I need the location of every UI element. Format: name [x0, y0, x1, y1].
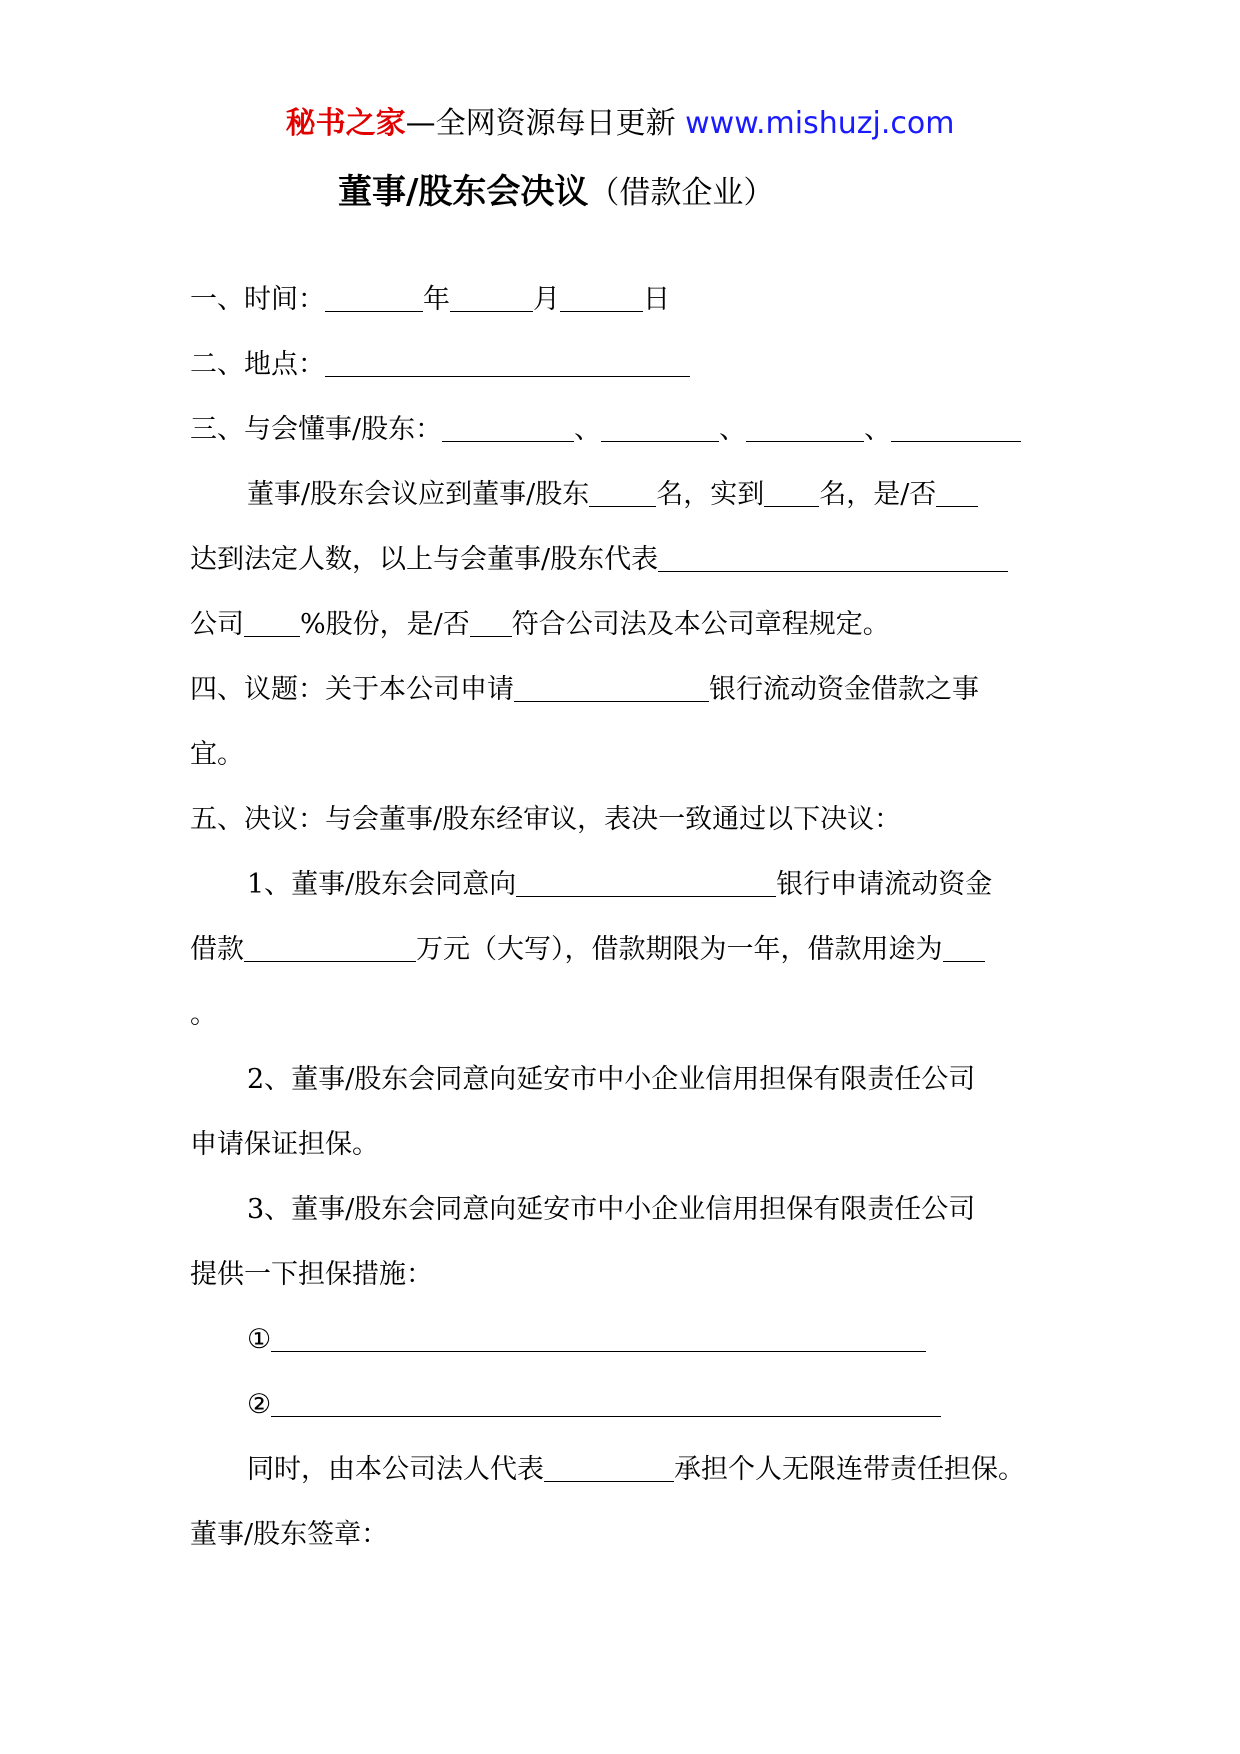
quorum-text-c: 名，是/否	[819, 479, 937, 510]
legal-number-text: 达到法定人数，以上与会董事/股东代表	[190, 544, 659, 575]
guarantee-text-a: 同时，由本公司法人代表	[247, 1454, 544, 1485]
blank-share-percent[interactable]	[244, 606, 300, 637]
blank-legal-rep[interactable]	[544, 1451, 674, 1482]
item1-period: 。	[190, 999, 217, 1030]
separator: 、	[864, 414, 892, 445]
guarantee-text-b: 承担个人无限连带责任担保。	[674, 1454, 1025, 1485]
place-label: 二、地点：	[190, 349, 325, 380]
shares-text-a: 公司	[190, 609, 244, 640]
blank-loan-purpose[interactable]	[943, 931, 985, 962]
blank-measure-1[interactable]	[271, 1321, 926, 1352]
blank-expected-count[interactable]	[589, 476, 656, 507]
blank-attendee-4[interactable]	[891, 411, 1021, 442]
title-sub: （借款企业）	[588, 175, 775, 211]
site-banner	[0, 100, 1240, 148]
separator: 、	[719, 414, 747, 445]
line-legal-number	[190, 540, 1080, 580]
line-shares	[190, 605, 1080, 645]
year-label: 年	[423, 284, 450, 315]
topic-text-b: 银行流动资金借款之事	[709, 674, 979, 705]
line-item-1-end	[190, 995, 1080, 1035]
line-item-3-cont	[190, 1255, 1080, 1295]
blank-attendee-2[interactable]	[601, 411, 719, 442]
blank-year[interactable]	[325, 281, 423, 312]
line-resolution	[190, 800, 1080, 840]
banner-brand: 秘书之家	[285, 106, 406, 141]
loan-text-b: 万元（大写），借款期限为一年，借款用途为	[416, 934, 943, 965]
item3-text-cont: 提供一下担保措施：	[190, 1259, 433, 1290]
line-item-2-cont	[190, 1125, 1080, 1165]
item2-text: 2、董事/股东会同意向延安市中小企业信用担保有限责任公司	[247, 1064, 976, 1095]
blank-yes-no-1[interactable]	[936, 476, 978, 507]
shares-text-b: %股份，是/否	[300, 609, 470, 640]
line-signature	[190, 1515, 1080, 1555]
blank-actual-count[interactable]	[764, 476, 819, 507]
line-measure-2	[247, 1385, 1137, 1425]
day-label: 日	[643, 284, 670, 315]
line-guarantee	[247, 1450, 1137, 1490]
quorum-text-a: 董事/股东会议应到董事/股东	[247, 479, 590, 510]
blank-day[interactable]	[560, 281, 643, 312]
shares-text-c: 符合公司法及本公司章程规定。	[511, 609, 890, 640]
banner-tagline: —全网资源每日更新	[405, 106, 686, 141]
measure-1-marker: ①	[247, 1324, 272, 1355]
blank-loan-bank[interactable]	[516, 866, 776, 897]
measure-2-marker: ②	[247, 1389, 272, 1420]
line-place	[190, 345, 1080, 385]
quorum-text-b: 名，实到	[656, 479, 765, 510]
line-item-1-cont	[190, 930, 1080, 970]
line-item-2	[247, 1060, 1137, 1100]
blank-month[interactable]	[450, 281, 533, 312]
document-title	[338, 164, 774, 226]
separator: 、	[574, 414, 602, 445]
blank-measure-2[interactable]	[271, 1386, 941, 1417]
item1-text-a: 1、董事/股东会同意向	[247, 869, 517, 900]
line-item-1	[247, 865, 1137, 905]
signature-label: 董事/股东签章：	[190, 1519, 389, 1550]
blank-loan-amount[interactable]	[244, 931, 416, 962]
item3-text: 3、董事/股东会同意向延安市中小企业信用担保有限责任公司	[247, 1194, 976, 1225]
line-measure-1	[247, 1320, 1137, 1360]
attendees-label: 三、与会懂事/股东：	[190, 414, 443, 445]
banner-url-link[interactable]: www.mishuzj.com	[685, 106, 955, 141]
topic-text-a: 四、议题：关于本公司申请	[190, 674, 514, 705]
blank-yes-no-2[interactable]	[470, 606, 512, 637]
item2-text-cont: 申请保证担保。	[190, 1129, 379, 1160]
blank-attendee-3[interactable]	[746, 411, 864, 442]
resolution-text: 五、决议：与会董事/股东经审议，表决一致通过以下决议：	[190, 804, 902, 835]
title-main: 董事/股东会决议	[338, 172, 589, 212]
time-label: 一、时间：	[190, 284, 325, 315]
line-topic	[190, 670, 1080, 710]
line-quorum	[247, 475, 1137, 515]
blank-bank-name[interactable]	[514, 671, 709, 702]
blank-place[interactable]	[325, 346, 690, 377]
loan-text-a: 借款	[190, 934, 244, 965]
topic-text-cont: 宜。	[190, 739, 244, 770]
blank-representing[interactable]	[658, 541, 1008, 572]
line-item-3	[247, 1190, 1137, 1230]
blank-attendee-1[interactable]	[442, 411, 574, 442]
line-topic-cont	[190, 735, 1080, 775]
line-attendees	[190, 410, 1080, 450]
line-time	[190, 280, 1080, 320]
item1-text-b: 银行申请流动资金	[776, 869, 993, 900]
month-label: 月	[533, 284, 560, 315]
